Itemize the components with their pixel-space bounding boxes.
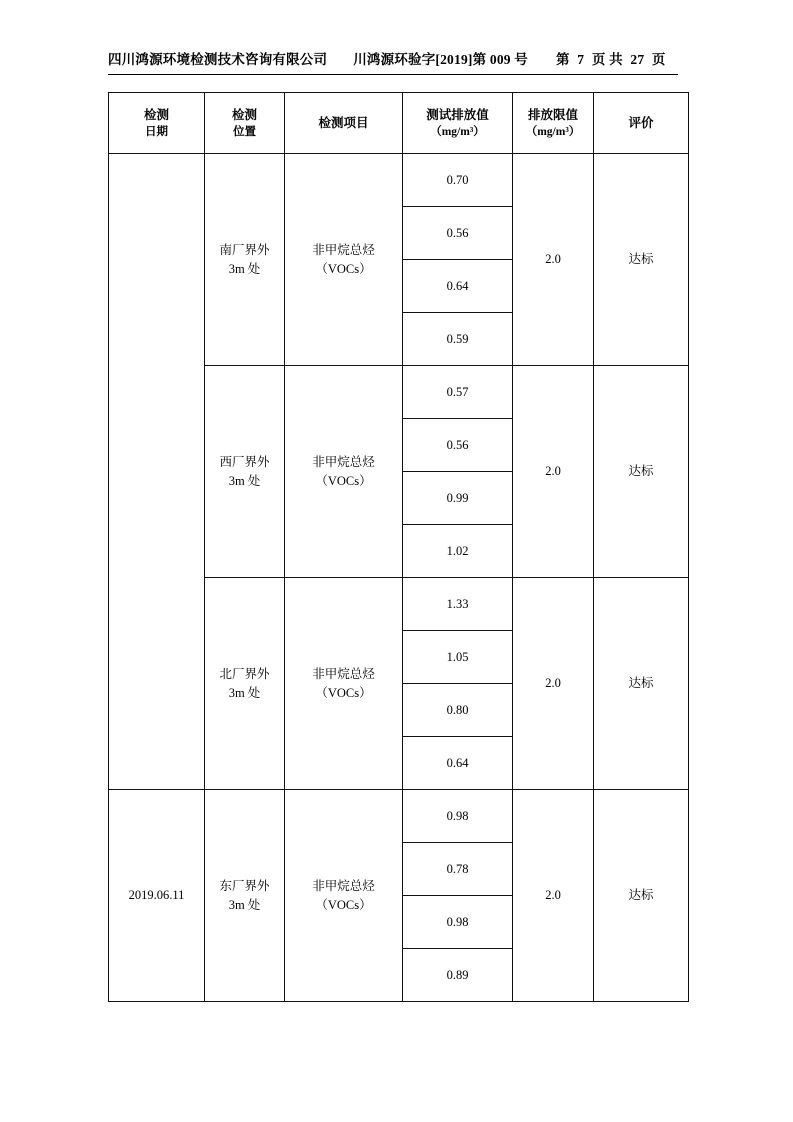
- cell-value: 1.05: [403, 631, 513, 684]
- cell-position-2-line1: 西厂界外: [219, 455, 270, 470]
- column-header-limit-line1: 排放限值: [527, 107, 578, 122]
- header-report-code: 川鸿源环验字[2019]第 009 号: [353, 52, 528, 67]
- column-header-item: [285, 93, 403, 154]
- cell-value: 0.98: [403, 896, 513, 949]
- cell-evaluation-1: 达标: [594, 154, 689, 366]
- column-header-item-line1: 检测项目: [318, 115, 369, 130]
- table-row: [109, 154, 689, 207]
- cell-value: 0.64: [403, 260, 513, 313]
- table-row: [109, 790, 689, 843]
- cell-item-4: [285, 790, 403, 1002]
- cell-item-4-line1: 非甲烷总烃: [312, 879, 375, 894]
- cell-limit-2: 2.0: [513, 366, 594, 578]
- column-header-position: [205, 93, 285, 154]
- cell-position-2-line2: 3m 处: [228, 473, 261, 488]
- cell-date-blank-1: [109, 154, 205, 790]
- column-header-date-line1: 检测: [143, 107, 169, 122]
- column-header-evaluation-line1: 评价: [628, 115, 654, 130]
- cell-item-3-line2: （VOCs）: [315, 685, 372, 700]
- cell-item-1-line1: 非甲烷总烃: [312, 243, 375, 258]
- cell-item-2-line1: 非甲烷总烃: [312, 455, 375, 470]
- cell-limit-1: 2.0: [513, 154, 594, 366]
- cell-value: 0.64: [403, 737, 513, 790]
- column-header-measured-unit: （mg/m³）: [430, 125, 485, 138]
- measurement-table: [108, 92, 689, 1002]
- cell-item-3: [285, 578, 403, 790]
- page-number: 7: [577, 52, 585, 67]
- cell-position-4-line1: 东厂界外: [219, 879, 270, 894]
- column-header-evaluation: [594, 93, 689, 154]
- table-header-row: [109, 93, 689, 154]
- cell-item-1-line2: （VOCs）: [315, 261, 372, 276]
- cell-position-1-line2: 3m 处: [228, 261, 261, 276]
- cell-position-3: [205, 578, 285, 790]
- cell-value: 1.02: [403, 525, 513, 578]
- cell-position-4-line2: 3m 处: [228, 897, 261, 912]
- cell-evaluation-2: 达标: [594, 366, 689, 578]
- cell-position-4: [205, 790, 285, 1002]
- cell-value: 0.57: [403, 366, 513, 419]
- cell-limit-3: 2.0: [513, 578, 594, 790]
- cell-position-1-line1: 南厂界外: [219, 243, 270, 258]
- column-header-limit-unit: （mg/m³）: [525, 125, 581, 138]
- cell-value: 0.89: [403, 949, 513, 1002]
- cell-date: 2019.06.11: [109, 790, 205, 1002]
- cell-value: 1.33: [403, 578, 513, 631]
- page-header: [108, 48, 678, 75]
- cell-item-4-line2: （VOCs）: [315, 897, 372, 912]
- measurement-table-container: [108, 92, 688, 1002]
- page-total: 27: [630, 52, 645, 67]
- cell-item-1: [285, 154, 403, 366]
- column-header-position-line2: 位置: [233, 125, 256, 138]
- column-header-limit: [513, 93, 594, 154]
- column-header-measured-line1: 测试排放值: [426, 107, 489, 122]
- cell-evaluation-4: 达标: [594, 790, 689, 1002]
- page-mid-label: 页 共: [591, 52, 623, 67]
- cell-position-1: [205, 154, 285, 366]
- cell-value: 0.59: [403, 313, 513, 366]
- cell-value: 0.99: [403, 472, 513, 525]
- cell-item-2: [285, 366, 403, 578]
- column-header-measured-value: [403, 93, 513, 154]
- cell-value: 0.98: [403, 790, 513, 843]
- column-header-date-line2: 日期: [145, 125, 168, 138]
- cell-evaluation-3: 达标: [594, 578, 689, 790]
- page-prefix-label: 第: [556, 52, 570, 67]
- page-suffix-label: 页: [651, 52, 666, 67]
- cell-item-2-line2: （VOCs）: [315, 473, 372, 488]
- cell-position-3-line2: 3m 处: [228, 685, 261, 700]
- cell-value: 0.78: [403, 843, 513, 896]
- cell-value: 0.80: [403, 684, 513, 737]
- cell-position-2: [205, 366, 285, 578]
- cell-limit-4: 2.0: [513, 790, 594, 1002]
- cell-value: 0.70: [403, 154, 513, 207]
- column-header-position-line1: 检测: [231, 107, 257, 122]
- header-company-name: 四川鸿源环境检测技术咨询有限公司: [108, 52, 328, 67]
- column-header-date: [109, 93, 205, 154]
- cell-position-3-line1: 北厂界外: [219, 667, 270, 682]
- cell-item-3-line1: 非甲烷总烃: [312, 667, 375, 682]
- cell-value: 0.56: [403, 419, 513, 472]
- cell-value: 0.56: [403, 207, 513, 260]
- header-page-indicator: [554, 48, 668, 68]
